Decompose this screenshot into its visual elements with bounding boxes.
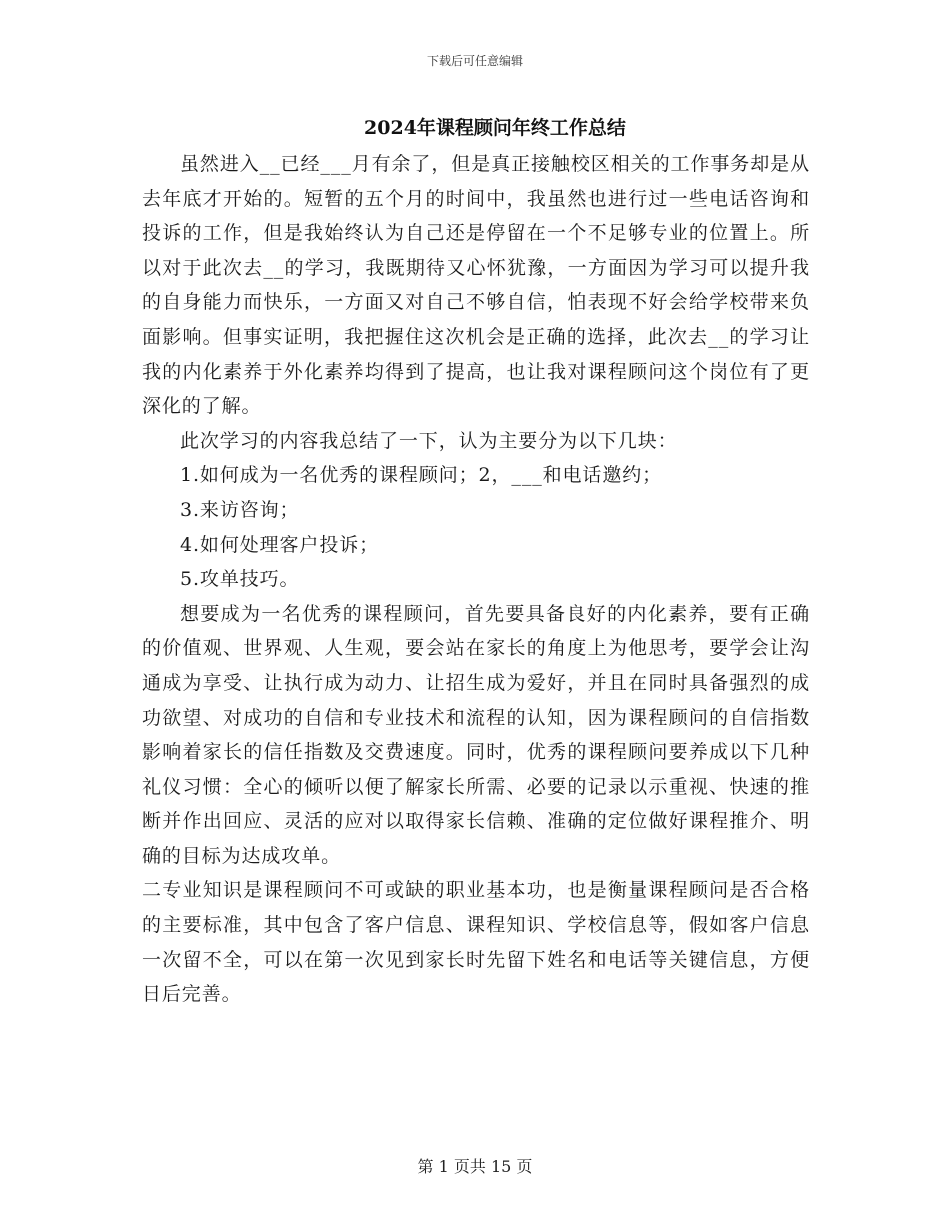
- list-item-1: 1.如何成为一名优秀的课程顾问；2，___和电话邀约；: [180, 464, 663, 487]
- paragraph-intro: 虽然进入__已经___月有余了，但是真正接触校区相关的工作事务却是从去年底才开始的。短暂的五个月的时间中，我虽然也进行过一些电话咨询和投诉的工作，但是我始终认为自己还是停留在一个不足够专业的位置上。所以对于此次去__的学习，我既期待又心怀犹豫，一方面因为学习可以提升我的自身能力而快乐，一方面又对自己不够自信，怕表现不好会给学校带来负面影响。但事实证明，我把握住这次机会是正确的选择，此次去__的学习让我的内化素养于外化素养均得到了提高，也让我对课程顾问这个岗位有了更深化的了解。: [142, 153, 810, 418]
- paragraph-summary-lead: 此次学习的内容我总结了一下，认为主要分为以下几块：: [180, 429, 678, 452]
- list-item-5: 5.攻单技巧。: [180, 568, 300, 591]
- page-number: 第 1 页共 15 页: [417, 1157, 533, 1176]
- document-body: [142, 147, 810, 1012]
- page-header: 下载后可任意编辑: [426, 54, 523, 68]
- document-title: 2024年课程顾问年终工作总结: [364, 117, 626, 139]
- paragraph-professional-knowledge: 二专业知识是课程顾问不可或缺的职业基本功，也是衡量课程顾问是否合格的主要标准，其中包含了客户信息、课程知识、学校信息等，假如客户信息一次留不全，可以在第一次见到家长时先留下姓名和电话等关键信息，方便日后完善。: [142, 879, 810, 1006]
- list-item-4: 4.如何处理客户投诉；: [180, 533, 380, 556]
- list-item-3: 3.来访咨询；: [180, 498, 300, 521]
- paragraph-qualities: 想要成为一名优秀的课程顾问，首先要具备良好的内化素养，要有正确的价值观、世界观、人生观，要会站在家长的角度上为他思考，要学会让沟通成为享受、让执行成为动力、让招生成为爱好，并且在同时具备强烈的成功欲望、对成功的自信和专业技术和流程的认知，因为课程顾问的自信指数影响着家长的信任指数及交费速度。同时，优秀的课程顾问要养成以下几种礼仪习惯：全心的倾听以便了解家长所需、必要的记录以示重视、快速的推断并作出回应、灵活的应对以取得家长信赖、准确的定位做好课程推介、明确的目标为达成攻单。: [142, 602, 810, 867]
